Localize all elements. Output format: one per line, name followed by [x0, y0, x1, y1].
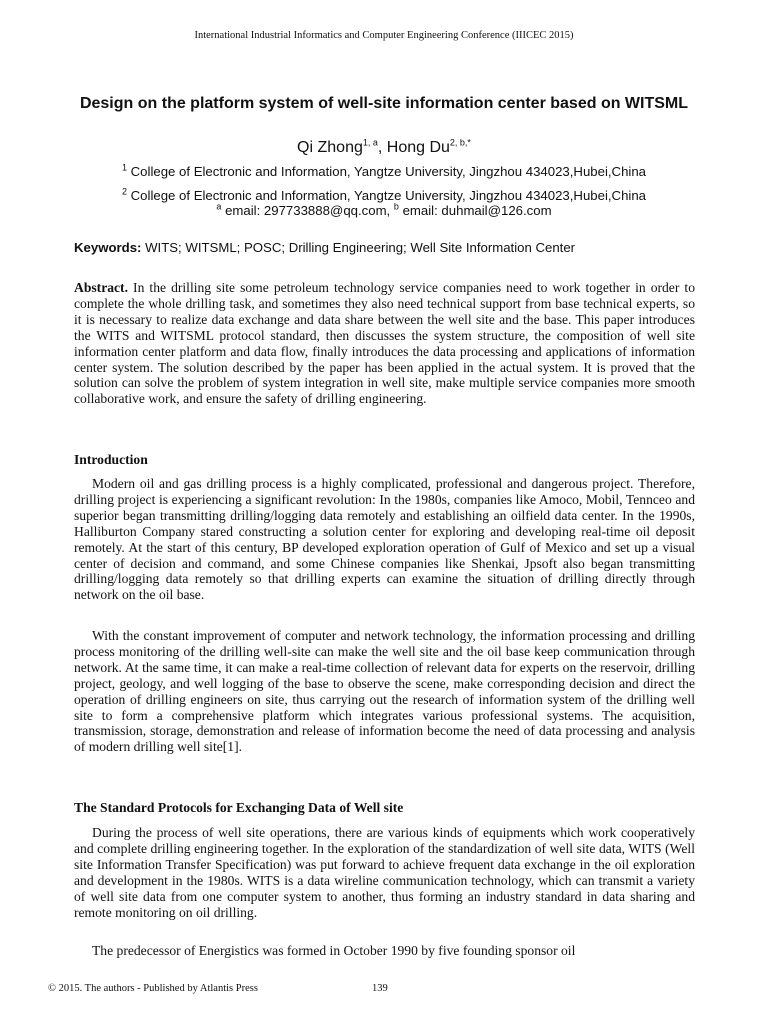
email-text: email: 297733888@qq.com, — [225, 203, 391, 218]
keywords-text: WITS; WITSML; POSC; Drilling Engineering; Well Site Information Center — [145, 240, 576, 255]
abstract-label: Abstract. — [74, 280, 128, 295]
affiliation-superscript: 1 — [121, 162, 127, 173]
body-paragraph: Modern oil and gas drilling process is a highly complicated, professional and dangerous project. Therefore, drilling project is experiencing a significant revolution: In the 1980s, companies like Amoco, Mobil, Tennceo and superior began transmitting drilling/logging data remotely and establishing an oilfield data center. In the 1990s, Halliburton Company stared constructing a solution center for exploring and developing real-time oil deposit remotely. At the start of this century, BP developed exploration operation of Gulf of Mexico and set up a visual center of decision and command, and some Chinese companies like Shenkai, Jpsoft also began transmitting drilling/logging data remotely so that drilling experts can examine the situation of drilling directly through network on the oil base. — [74, 476, 695, 603]
affiliation-2 — [0, 188, 768, 203]
keywords-label: Keywords: — [74, 240, 142, 255]
email-superscript: b — [393, 201, 399, 212]
email-line — [0, 203, 768, 218]
abstract-text: In the drilling site some petroleum technology service companies need to work together in order to complete the whole drilling task, and sometimes they also need technical support from base technical experts, so it is necessary to realize data exchange and data share between the well site and the base. This paper introduces the WITS and WITSML protocol standard, then discusses the system structure, the composition of well site information center platform and data flow, finally introduces the data processing and applications of information center system. The solution described by the paper has been applied in the actual system. It is proved that the solution can solve the problem of system integration in well site, make multiple service companies more smooth collaborative work, and ensure the safety of drilling engineering. — [74, 280, 695, 407]
author-name: Qi Zhong — [297, 139, 363, 156]
author-name: Hong Du — [386, 139, 450, 156]
body-paragraph: The predecessor of Energistics was formed in October 1990 by five founding sponsor oil — [92, 943, 576, 958]
email-text: email: duhmail@126.com — [402, 203, 552, 218]
abstract — [74, 280, 695, 407]
author-superscript: 2, b,* — [449, 137, 471, 148]
affiliation-1 — [0, 164, 768, 179]
author-line: Qi Zhong$^{1, a}$, Hong $Du^{2, b,*}$ — [297, 137, 471, 156]
section-heading-introduction: Introduction — [74, 452, 148, 467]
keywords-line — [74, 240, 714, 255]
section-heading-standard-protocols: The Standard Protocols for Exchanging Data of Well site — [74, 800, 404, 815]
affiliation-superscript: 2 — [121, 186, 127, 197]
affiliation-text: College of Electronic and Information, Yangtze University, Jingzhou 434023,Hubei,China — [130, 188, 647, 203]
page-number: 139 — [372, 983, 388, 994]
email-superscript: a — [216, 201, 222, 212]
conference-header: International Industrial Informatics and Computer Engineering Conference (IIICEC 2015) — [194, 30, 574, 41]
body-paragraph: During the process of well site operations, there are various kinds of equipments which work cooperatively and complete drilling engineering together. In the exploration of the standardization of well site data, WITS (Well site Information Transfer Specification) was put forward to achieve frequent data exchange in the oil exploration and development in the 1980s. WITS is a data wireline communication technology, which can transmit a variety of well site data from one computer system to another, thus forming an industry standard in data sharing and remote monitoring on oil drilling. — [74, 825, 695, 920]
paper-title: Design on the platform system of well-site information center based on WITSML — [79, 95, 689, 112]
affiliation-text: College of Electronic and Information, Yangtze University, Jingzhou 434023,Hubei,China — [130, 164, 647, 179]
body-paragraph: With the constant improvement of computer and network technology, the information processing and drilling process monitoring of the drilling well-site can make the well site and the oil base keep communication through network. At the same time, it can make a real-time collection of relevant data for experts on the reservoir, drilling project, geology, and well logging of the base to observe the scene, make corresponding decision and direct the operation of drilling engineers on site, thus carrying out the research of information system of the drilling well site to form a comprehensive platform which integrates various professional systems. The acquisition, transmission, storage, demonstration and release of information become the need of data processing and analysis of modern drilling well site[1]. — [74, 628, 695, 755]
copyright-footer: © 2015. The authors - Published by Atlantis Press — [48, 983, 258, 994]
author-superscript: 1, a — [362, 137, 378, 148]
